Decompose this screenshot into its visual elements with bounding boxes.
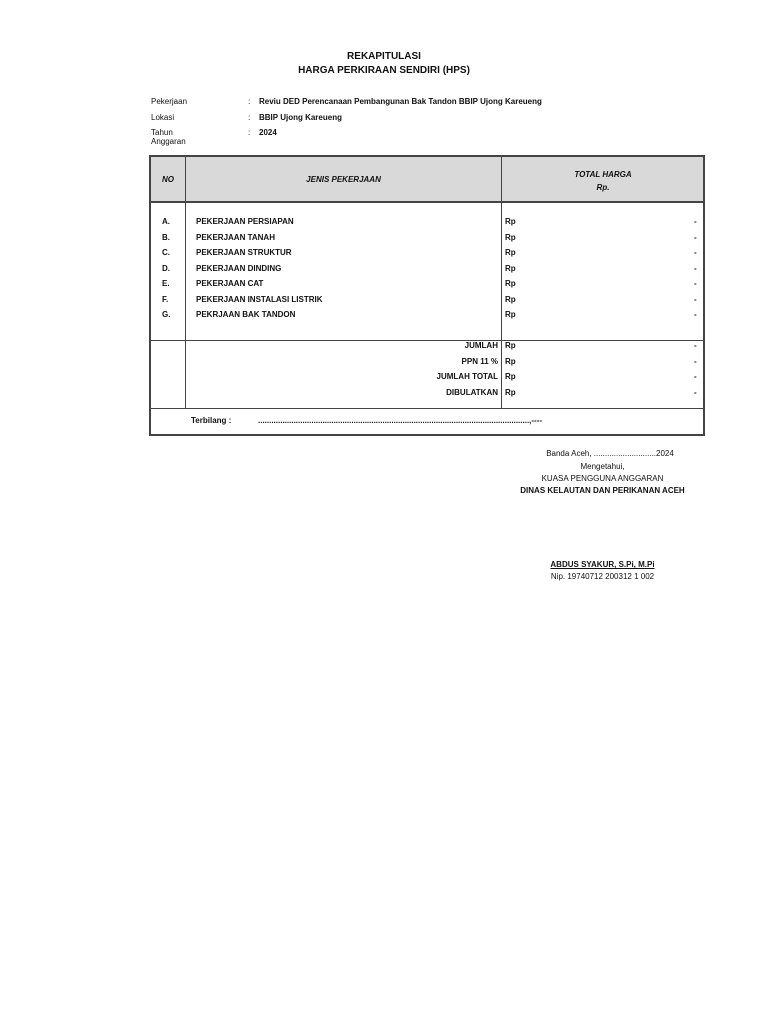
info-colon: : bbox=[248, 97, 251, 106]
summary-label: PPN 11 % bbox=[461, 357, 498, 366]
item-name: PEKERJAAN STRUKTUR bbox=[196, 248, 292, 257]
divider bbox=[151, 340, 703, 341]
divider bbox=[185, 157, 186, 408]
summary-amount: - bbox=[694, 341, 697, 350]
item-amount: - bbox=[694, 264, 697, 273]
summary-amount: - bbox=[694, 388, 697, 397]
item-name: PEKERJAAN DINDING bbox=[196, 264, 282, 273]
signature-mengetahui: Mengetahui, bbox=[580, 462, 625, 471]
item-currency: Rp bbox=[505, 233, 516, 242]
item-currency: Rp bbox=[505, 248, 516, 257]
item-currency: Rp bbox=[505, 295, 516, 304]
header-total: TOTAL HARGA bbox=[574, 170, 632, 179]
info-value: Reviu DED Perencanaan Pembangunan Bak Tandon BBIP Ujong Kareueng bbox=[259, 97, 542, 106]
summary-currency: Rp bbox=[505, 388, 516, 397]
divider bbox=[501, 157, 502, 408]
signature-name: ABDUS SYAKUR, S.Pi, M.Pi bbox=[550, 560, 655, 569]
info-colon: : bbox=[248, 128, 251, 137]
item-name: PEKERJAAN PERSIAPAN bbox=[196, 217, 294, 226]
signature-office: DINAS KELAUTAN DAN PERIKANAN ACEH bbox=[520, 486, 685, 495]
item-name: PEKERJAAN INSTALASI LISTRIK bbox=[196, 295, 323, 304]
item-amount: - bbox=[694, 233, 697, 242]
item-amount: - bbox=[694, 310, 697, 319]
item-name: PEKERJAAN TANAH bbox=[196, 233, 275, 242]
summary-currency: Rp bbox=[505, 341, 516, 350]
header-no: NO bbox=[162, 175, 174, 184]
summary-currency: Rp bbox=[505, 372, 516, 381]
signature-role: KUASA PENGGUNA ANGGARAN bbox=[541, 474, 664, 483]
item-letter: B. bbox=[162, 233, 170, 242]
info-label: Pekerjaan bbox=[151, 97, 188, 106]
item-amount: - bbox=[694, 295, 697, 304]
item-amount: - bbox=[694, 217, 697, 226]
table-header bbox=[151, 157, 703, 203]
info-label: Tahun Anggaran bbox=[151, 128, 186, 146]
item-currency: Rp bbox=[505, 310, 516, 319]
summary-label: JUMLAH bbox=[464, 341, 498, 350]
summary-label: JUMLAH TOTAL bbox=[436, 372, 498, 381]
info-label: Lokasi bbox=[151, 112, 175, 122]
terbilang-value: ..........................................................................................................................,---- bbox=[258, 416, 543, 425]
info-value: 2024 bbox=[259, 128, 277, 137]
info-value: BBIP Ujong Kareueng bbox=[259, 112, 342, 122]
divider bbox=[151, 408, 703, 409]
item-name: PEKRJAAN BAK TANDON bbox=[196, 310, 296, 319]
item-letter: E. bbox=[162, 279, 170, 288]
summary-currency: Rp bbox=[505, 357, 516, 366]
signature-place-date: Banda Aceh, ............................2024 bbox=[546, 449, 674, 458]
summary-label: DIBULATKAN bbox=[446, 388, 498, 397]
item-amount: - bbox=[694, 248, 697, 257]
item-currency: Rp bbox=[505, 264, 516, 273]
item-amount: - bbox=[694, 279, 697, 288]
info-colon: : bbox=[248, 112, 251, 122]
item-currency: Rp bbox=[505, 217, 516, 226]
item-letter: G. bbox=[162, 310, 171, 319]
terbilang-label: Terbilang : bbox=[191, 416, 232, 425]
item-currency: Rp bbox=[505, 279, 516, 288]
signature-nip: Nip. 19740712 200312 1 002 bbox=[550, 572, 655, 581]
summary-amount: - bbox=[694, 357, 697, 366]
item-letter: A. bbox=[162, 217, 170, 226]
item-letter: F. bbox=[162, 295, 169, 304]
document-subtitle: HARGA PERKIRAAN SENDIRI (HPS) bbox=[298, 65, 470, 76]
item-letter: D. bbox=[162, 264, 170, 273]
header-jenis: JENIS PEKERJAAN bbox=[306, 175, 381, 184]
header-total-unit: Rp. bbox=[596, 183, 610, 192]
item-letter: C. bbox=[162, 248, 170, 257]
summary-amount: - bbox=[694, 372, 697, 381]
item-name: PEKERJAAN CAT bbox=[196, 279, 264, 288]
document-title: REKAPITULASI bbox=[347, 51, 421, 62]
